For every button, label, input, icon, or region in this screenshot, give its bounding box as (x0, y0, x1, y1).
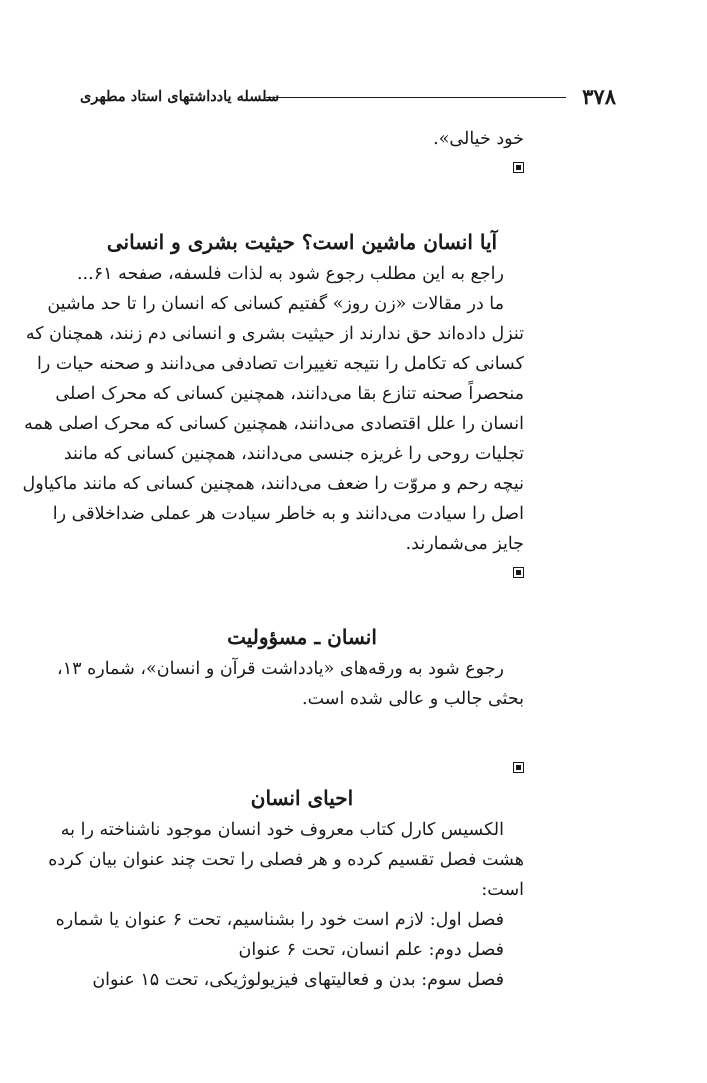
spacer (80, 586, 524, 620)
paragraph-line: انسان را علل اقتصادی می‌دانند، همچنین کسانی که محرک اصلی همه (24, 414, 524, 434)
spacer (80, 181, 524, 225)
paragraph-line: تجلیات روحی را غریزه جنسی می‌دانند، همچنین کسانی که مانند (63, 444, 524, 464)
spacer (80, 714, 524, 754)
chapter-line: فصل اول: لازم است خود را بشناسیم، تحت ۶ عنوان یا شماره (55, 910, 504, 930)
paragraph-line: نیچه رحم و مروّت را ضعف می‌دانند، همچنین کسانی که مانند ماکیاول (22, 474, 524, 494)
section-heading-man-machine: آیا انسان ماشین است؟ حیثیت بشری و انسانی (106, 230, 498, 254)
paragraph-line: الکسیس کارل کتاب معروف خود انسان موجود ناشناخته را به (60, 820, 504, 840)
paragraph-line: تنزل داده‌اند حق ندارند از حیثیت بشری و انسانی دم زنند، همچنان که (25, 324, 524, 344)
paragraph-line: است: (481, 880, 524, 900)
section-end-marker-icon (513, 567, 524, 578)
paragraph-line: منحصراً صحنه تنازع بقا می‌دانند، همچنین کسانی که محرک اصلی (55, 384, 524, 404)
chapter-line: فصل دوم: علم انسان، تحت ۶ عنوان (238, 940, 504, 960)
paragraph-line: رجوع شود به ورقه‌های «یادداشت قرآن و انسان»، شماره ۱۳، (57, 659, 504, 679)
paragraph-line: کسانی که تکامل را نتیجه تغییرات تصادفی می‌دانند و صحنه حیات را (37, 354, 524, 374)
section-end-marker-icon (513, 162, 524, 173)
page-body (22, 124, 524, 995)
section-end-marker-icon (513, 762, 524, 773)
intro-line: خود خیالی». (433, 129, 524, 149)
paragraph-line: هشت فصل تقسیم کرده و هر فصلی را تحت چند عنوان بیان کرده (48, 850, 524, 870)
reference-line: راجع به این مطلب رجوع شود به لذات فلسفه، صفحه ۶۱... (76, 264, 504, 284)
paragraph-line: ما در مقالات «زن روز» گفتیم کسانی که انسان را تا حد ماشین (47, 294, 504, 314)
header-rule (266, 97, 566, 98)
chapter-line: فصل سوم: بدن و فعالیتهای فیزیولوژیکی، تحت ۱۵ عنوان (92, 970, 504, 990)
section-heading-responsibility: انسان ـ مسؤولیت (227, 625, 377, 649)
section-heading-revival: احیای انسان (250, 786, 354, 810)
paragraph-line: بحثی جالب و عالی شده است. (302, 689, 524, 709)
paragraph-line: اصل را سیادت می‌دانند و به خاطر سیادت هر عملی ضداخلاقی را (52, 504, 524, 524)
page-header (80, 84, 616, 110)
series-title: سلسله یادداشتهای استاد مطهری (80, 88, 280, 105)
page-number: ۳۷۸ (582, 84, 616, 109)
paragraph-line: جایز می‌شمارند. (405, 534, 524, 554)
